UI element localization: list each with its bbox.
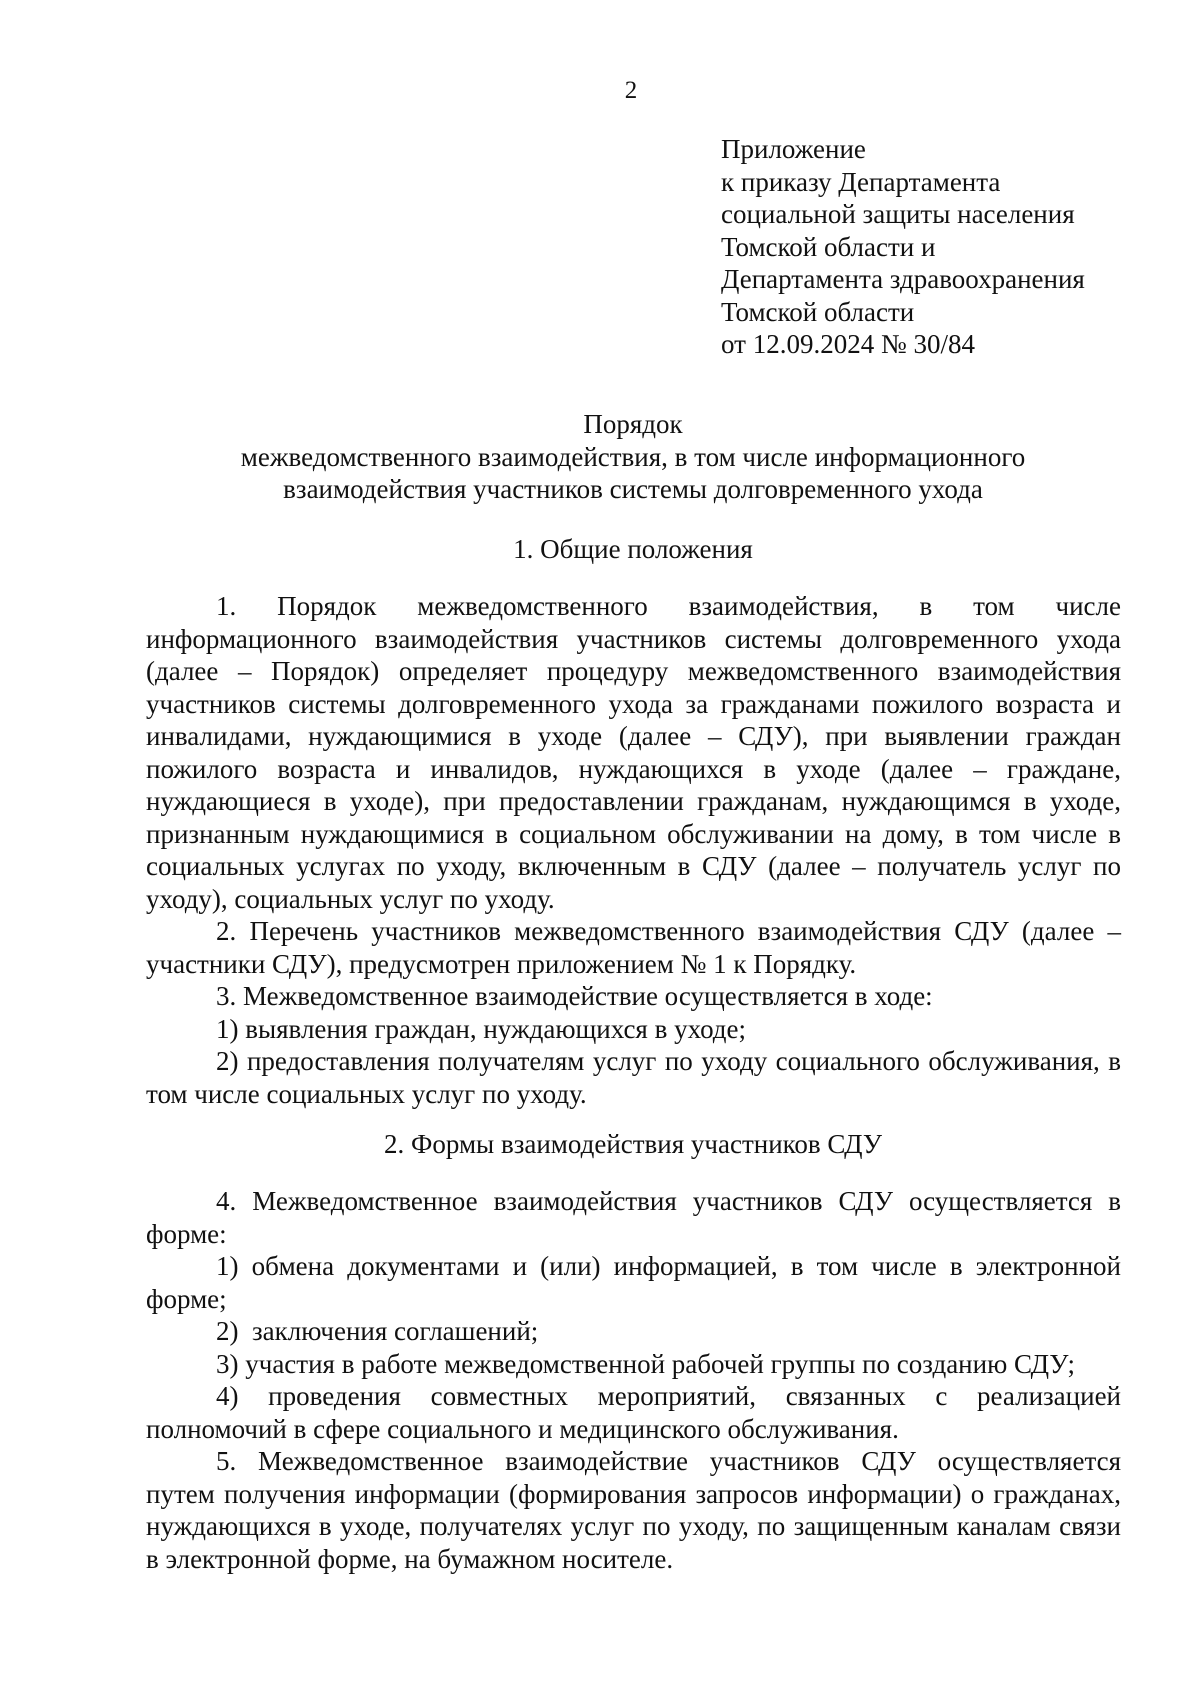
list-item-4-4: 4) проведения совместных мероприятий, связанных с реализацией полномочий в сфере социального и медицинского обслуживания. — [146, 1381, 1121, 1444]
paragraph-3: 3. Межведомственное взаимодействие осуществляется в ходе: — [216, 981, 933, 1011]
paragraph-1: 1. Порядок межведомственного взаимодействия, в том числе информационного взаимодействия участников системы долговременного ухода (далее – Порядок) определяет процедуру межведомственного взаимодействия участников системы долговременного ухода за гражданами пожилого возраста и инвалидами, нуждающимися в уходе (далее – СДУ), при выявлении граждан пожилого возраста и инвалидов, нуждающихся в уходе (далее – граждане, нуждающиеся в уходе), при предоставлении гражданам, нуждающимся в уходе, признанным нуждающимися в социальном обслуживании на дому, в том числе в социальных услугах по уходу, включенным в СДУ (далее – получатель услуг по уходу), социальных услуг по уходу. — [146, 591, 1121, 914]
document-title — [148, 408, 1118, 506]
paragraph-5: 5. Межведомственное взаимодействие участников СДУ осуществляется путем получения информации (формирования запросов информации) о гражданах, нуждающихся в уходе, получателях услуг по уходу, по защищенным каналам связи в электронной форме, на бумажном носителе. — [146, 1446, 1121, 1574]
title-line: взаимодействия участников системы долговременного ухода — [283, 474, 983, 504]
paragraph-2: 2. Перечень участников межведомственного взаимодействия СДУ (далее – участники СДУ), предусмотрен приложением № 1 к Порядку. — [146, 916, 1121, 979]
list-item-4-2: 2) заключения соглашений; — [216, 1316, 539, 1346]
appendix-block — [721, 133, 1161, 361]
appendix-line: к приказу Департамента — [721, 166, 1001, 197]
appendix-line: Томской области и — [721, 231, 936, 262]
list-item-3-2: 2) предоставления получателям услуг по уходу социального обслуживания, в том числе социальных услуг по уходу. — [146, 1046, 1121, 1109]
list-item-4-1: 1) обмена документами и (или) информацией, в том числе в электронной форме; — [146, 1251, 1121, 1314]
section1-body — [146, 590, 1121, 1110]
appendix-line: Томской области — [721, 296, 915, 327]
list-item-4-3: 3) участия в работе межведомственной рабочей группы по созданию СДУ; — [216, 1348, 1076, 1379]
appendix-line: социальной защиты населения — [721, 199, 1075, 229]
paragraph-4: 4. Межведомственное взаимодействия участников СДУ осуществляется в форме: — [146, 1186, 1121, 1249]
section2-body — [146, 1185, 1121, 1575]
list-item-3-1: 1) выявления граждан, нуждающихся в уходе; — [216, 1013, 747, 1044]
section-heading-forms: 2. Формы взаимодействия участников СДУ — [384, 1129, 882, 1159]
title-line: Порядок — [583, 409, 683, 439]
appendix-line: от 12.09.2024 № 30/84 — [721, 329, 975, 359]
appendix-line: Приложение — [721, 134, 866, 164]
page-number: 2 — [624, 77, 638, 104]
section-heading-general: 1. Общие положения — [513, 534, 753, 564]
appendix-line: Департамента здравоохранения — [721, 264, 1085, 294]
title-line: межведомственного взаимодействия, в том числе информационного — [240, 441, 1026, 472]
